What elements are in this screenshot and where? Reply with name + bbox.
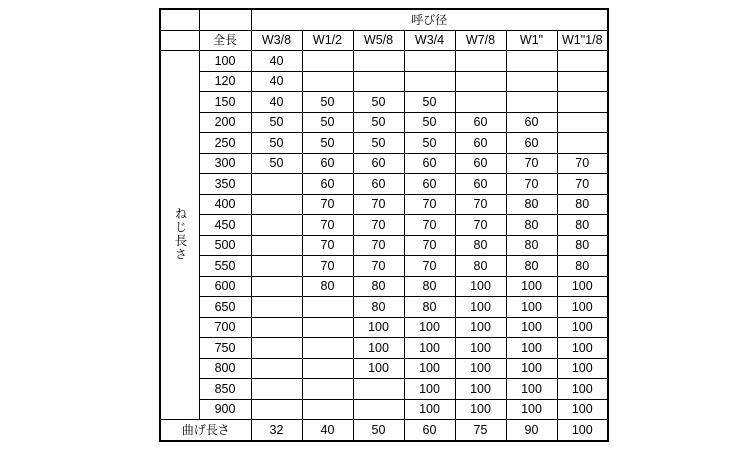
thread-length-cell: 70 xyxy=(455,194,506,215)
thread-length-cell: 60 xyxy=(302,174,353,195)
thread-length-cell: 70 xyxy=(404,235,455,256)
thread-length-cell: 100 xyxy=(506,379,557,400)
thread-length-cell xyxy=(251,215,302,236)
bend-length-cell: 90 xyxy=(506,420,557,441)
thread-length-cell: 60 xyxy=(404,153,455,174)
thread-length-cell xyxy=(251,379,302,400)
total-length-cell: 750 xyxy=(199,338,251,359)
table-row xyxy=(160,133,608,154)
bend-length-cell: 75 xyxy=(455,420,506,441)
thread-length-cell: 100 xyxy=(506,399,557,420)
thread-length-cell xyxy=(251,358,302,379)
thread-length-cell: 50 xyxy=(404,133,455,154)
thread-length-cell xyxy=(251,338,302,359)
thread-length-cell: 80 xyxy=(557,256,608,277)
thread-length-cell: 70 xyxy=(404,215,455,236)
nominal-diameter-header: 呼び径 xyxy=(251,9,608,30)
thread-length-cell: 100 xyxy=(557,379,608,400)
thread-length-cell: 60 xyxy=(302,153,353,174)
thread-length-cell: 70 xyxy=(353,215,404,236)
thread-length-cell: 40 xyxy=(251,92,302,113)
table-row xyxy=(160,399,608,420)
thread-length-cell xyxy=(557,71,608,92)
table-row xyxy=(160,256,608,277)
thread-length-cell xyxy=(455,71,506,92)
table-row xyxy=(160,51,608,72)
thread-length-cell: 100 xyxy=(353,338,404,359)
total-length-cell: 900 xyxy=(199,399,251,420)
diameter-header: W1" xyxy=(506,30,557,51)
table-row xyxy=(160,215,608,236)
thread-length-cell: 60 xyxy=(353,174,404,195)
thread-length-cell: 100 xyxy=(404,317,455,338)
thread-length-cell: 100 xyxy=(353,317,404,338)
table-row xyxy=(160,92,608,113)
thread-length-cell: 100 xyxy=(506,338,557,359)
total-length-cell: 550 xyxy=(199,256,251,277)
total-length-cell: 700 xyxy=(199,317,251,338)
thread-length-cell: 50 xyxy=(353,112,404,133)
thread-length-cell: 70 xyxy=(302,256,353,277)
thread-length-cell: 80 xyxy=(557,235,608,256)
thread-length-cell: 50 xyxy=(302,133,353,154)
table-row xyxy=(160,358,608,379)
total-length-cell: 350 xyxy=(199,174,251,195)
thread-length-cell: 70 xyxy=(353,235,404,256)
diameter-header: W7/8 xyxy=(455,30,506,51)
thread-length-cell: 50 xyxy=(251,153,302,174)
thread-length-cell: 50 xyxy=(353,92,404,113)
thread-length-cell: 70 xyxy=(404,256,455,277)
thread-length-cell xyxy=(557,112,608,133)
thread-length-cell: 70 xyxy=(557,153,608,174)
thread-length-cell: 80 xyxy=(404,297,455,318)
thread-length-cell xyxy=(557,133,608,154)
total-length-cell: 150 xyxy=(199,92,251,113)
thread-length-cell xyxy=(506,92,557,113)
thread-length-cell: 60 xyxy=(353,153,404,174)
thread-length-cell: 50 xyxy=(302,92,353,113)
thread-length-cell: 80 xyxy=(506,215,557,236)
table-row xyxy=(160,71,608,92)
thread-length-cell: 50 xyxy=(404,112,455,133)
total-length-header: 全長 xyxy=(199,30,251,51)
thread-length-cell xyxy=(251,174,302,195)
thread-length-cell: 80 xyxy=(455,235,506,256)
thread-length-cell xyxy=(251,399,302,420)
diameter-header: W1"1/8 xyxy=(557,30,608,51)
thread-length-cell: 100 xyxy=(455,399,506,420)
thread-length-cell: 60 xyxy=(404,174,455,195)
corner-cell xyxy=(160,9,199,30)
thread-length-cell: 100 xyxy=(557,317,608,338)
thread-length-cell: 80 xyxy=(557,194,608,215)
corner-cell xyxy=(160,30,199,51)
thread-length-cell: 100 xyxy=(404,358,455,379)
thread-length-cell: 60 xyxy=(455,133,506,154)
thread-length-cell: 60 xyxy=(455,112,506,133)
bend-length-cell: 40 xyxy=(302,420,353,441)
thread-length-cell xyxy=(404,51,455,72)
thread-length-cell: 100 xyxy=(506,358,557,379)
thread-length-cell: 40 xyxy=(251,51,302,72)
thread-length-cell: 70 xyxy=(353,194,404,215)
thread-length-cell xyxy=(302,71,353,92)
thread-length-cell: 60 xyxy=(506,133,557,154)
thread-length-cell: 100 xyxy=(404,338,455,359)
bend-length-header: 曲げ長さ xyxy=(160,420,251,441)
thread-length-cell: 80 xyxy=(506,194,557,215)
header-row-diameters xyxy=(160,30,608,51)
header-row-top xyxy=(160,9,608,30)
thread-length-cell xyxy=(353,379,404,400)
table-row xyxy=(160,297,608,318)
thread-length-cell: 70 xyxy=(302,194,353,215)
thread-length-cell xyxy=(251,297,302,318)
total-length-cell: 300 xyxy=(199,153,251,174)
thread-length-cell: 100 xyxy=(557,399,608,420)
thread-length-cell xyxy=(251,194,302,215)
thread-length-cell: 80 xyxy=(557,215,608,236)
corner-cell xyxy=(199,9,251,30)
thread-length-cell: 50 xyxy=(404,92,455,113)
bend-length-cell: 100 xyxy=(557,420,608,441)
thread-length-cell xyxy=(302,51,353,72)
table-row xyxy=(160,235,608,256)
table-row xyxy=(160,112,608,133)
thread-length-cell xyxy=(302,297,353,318)
total-length-cell: 600 xyxy=(199,276,251,297)
thread-length-cell: 60 xyxy=(455,174,506,195)
diameter-header: W3/4 xyxy=(404,30,455,51)
total-length-cell: 250 xyxy=(199,133,251,154)
thread-length-cell: 100 xyxy=(506,317,557,338)
table-row xyxy=(160,194,608,215)
thread-length-cell: 60 xyxy=(506,112,557,133)
total-length-cell: 100 xyxy=(199,51,251,72)
thread-length-cell xyxy=(557,92,608,113)
thread-length-cell xyxy=(302,358,353,379)
bend-length-cell: 60 xyxy=(404,420,455,441)
thread-length-cell xyxy=(302,399,353,420)
diameter-header: W3/8 xyxy=(251,30,302,51)
table-row xyxy=(160,174,608,195)
thread-length-cell: 100 xyxy=(455,317,506,338)
thread-length-cell xyxy=(251,276,302,297)
thread-length-cell: 50 xyxy=(251,133,302,154)
thread-length-cell: 100 xyxy=(506,297,557,318)
thread-length-cell xyxy=(353,71,404,92)
thread-length-cell: 70 xyxy=(302,235,353,256)
thread-length-cell xyxy=(506,71,557,92)
thread-length-cell: 100 xyxy=(557,338,608,359)
thread-length-cell: 100 xyxy=(557,297,608,318)
thread-length-cell xyxy=(404,71,455,92)
thread-length-cell: 100 xyxy=(455,276,506,297)
total-length-cell: 850 xyxy=(199,379,251,400)
spec-table-body xyxy=(160,9,608,441)
bend-length-row xyxy=(160,420,608,441)
thread-length-cell: 70 xyxy=(455,215,506,236)
total-length-cell: 400 xyxy=(199,194,251,215)
thread-length-cell: 80 xyxy=(404,276,455,297)
thread-length-cell: 100 xyxy=(404,399,455,420)
thread-length-cell: 80 xyxy=(506,256,557,277)
total-length-cell: 800 xyxy=(199,358,251,379)
thread-length-cell xyxy=(455,92,506,113)
thread-length-cell xyxy=(557,51,608,72)
thread-length-cell: 70 xyxy=(353,256,404,277)
thread-length-cell: 100 xyxy=(455,338,506,359)
thread-length-cell: 70 xyxy=(506,153,557,174)
table-row xyxy=(160,153,608,174)
thread-length-cell xyxy=(251,256,302,277)
thread-length-cell xyxy=(251,235,302,256)
thread-length-label: ねじ長さ xyxy=(173,206,188,261)
spec-table xyxy=(159,8,609,442)
thread-length-cell: 70 xyxy=(302,215,353,236)
thread-length-cell: 40 xyxy=(251,71,302,92)
diameter-header: W1/2 xyxy=(302,30,353,51)
total-length-cell: 200 xyxy=(199,112,251,133)
thread-length-cell: 50 xyxy=(353,133,404,154)
thread-length-cell: 80 xyxy=(506,235,557,256)
thread-length-cell xyxy=(455,51,506,72)
total-length-cell: 500 xyxy=(199,235,251,256)
thread-length-cell: 70 xyxy=(404,194,455,215)
total-length-cell: 450 xyxy=(199,215,251,236)
thread-length-cell: 100 xyxy=(353,358,404,379)
thread-length-cell: 80 xyxy=(302,276,353,297)
thread-length-cell: 80 xyxy=(353,276,404,297)
thread-length-cell: 100 xyxy=(455,358,506,379)
thread-length-cell: 60 xyxy=(455,153,506,174)
thread-length-cell xyxy=(506,51,557,72)
thread-length-cell xyxy=(302,317,353,338)
thread-length-cell xyxy=(302,338,353,359)
table-row xyxy=(160,317,608,338)
thread-length-cell: 100 xyxy=(557,276,608,297)
thread-length-cell xyxy=(302,379,353,400)
diameter-header: W5/8 xyxy=(353,30,404,51)
thread-length-cell: 70 xyxy=(506,174,557,195)
thread-length-cell xyxy=(353,51,404,72)
thread-length-cell: 70 xyxy=(557,174,608,195)
thread-length-cell xyxy=(353,399,404,420)
table-row xyxy=(160,338,608,359)
bend-length-cell: 32 xyxy=(251,420,302,441)
thread-length-cell: 100 xyxy=(557,358,608,379)
total-length-cell: 650 xyxy=(199,297,251,318)
thread-length-cell: 80 xyxy=(455,256,506,277)
thread-length-header xyxy=(160,51,199,420)
table-row xyxy=(160,379,608,400)
thread-length-cell: 50 xyxy=(251,112,302,133)
thread-length-cell xyxy=(251,317,302,338)
thread-length-cell: 80 xyxy=(353,297,404,318)
table-row xyxy=(160,276,608,297)
thread-length-cell: 100 xyxy=(455,379,506,400)
thread-length-cell: 50 xyxy=(302,112,353,133)
bend-length-cell: 50 xyxy=(353,420,404,441)
thread-length-cell: 100 xyxy=(506,276,557,297)
thread-length-cell: 100 xyxy=(455,297,506,318)
total-length-cell: 120 xyxy=(199,71,251,92)
thread-length-cell: 100 xyxy=(404,379,455,400)
